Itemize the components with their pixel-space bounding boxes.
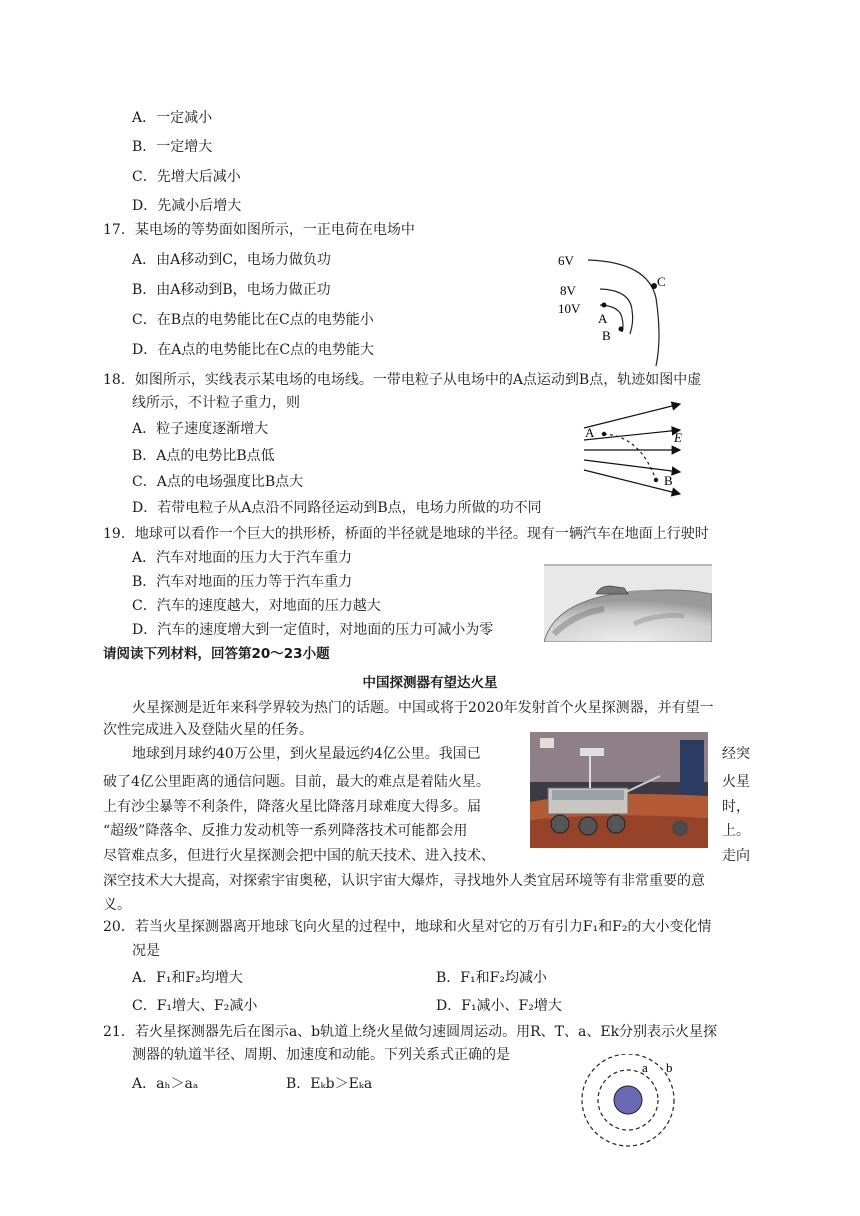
q18-stem-line1: 18．如图所示，实线表示某电场的电场线。一带电粒子从电场中的A点运动到B点，轨迹如图中虚 xyxy=(103,372,702,388)
mars-rover-photo xyxy=(530,732,708,848)
q17-option-b: B．由A移动到B，电场力做正功 xyxy=(132,282,331,298)
q16-option-c: C．先增大后减小 xyxy=(132,169,241,185)
label-6v: 6V xyxy=(558,253,574,268)
material-p2-line2-right: 火星 xyxy=(722,774,750,790)
q18-stem-line2: 线所示，不计粒子重力，则 xyxy=(132,395,300,411)
material-p2-line1-right: 经突 xyxy=(722,746,750,762)
material-p2-line3-left: 上有沙尘暴等不利条件，降落火星比降落月球难度大得多。届 xyxy=(103,799,481,815)
q20-option-d: D．F₁减小、F₂增大 xyxy=(436,998,562,1014)
label-8v: 8V xyxy=(560,283,576,298)
q17-option-a: A．由A移动到C，电场力做负功 xyxy=(132,252,331,268)
material-p2-line2-left: 破了4亿公里距离的通信问题。目前，最大的难点是着陆火星。 xyxy=(103,774,490,790)
label-a: A xyxy=(598,311,608,326)
label-a: A xyxy=(585,425,595,440)
material-instruction: 请阅读下列材料，回答第20～23小题 xyxy=(103,646,330,662)
material-p2-line7: 义。 xyxy=(103,897,131,913)
point-b-dot xyxy=(619,327,624,332)
label-b: b xyxy=(666,1060,673,1075)
q21-option-a: A．aₕ＞aₐ xyxy=(132,1076,199,1092)
label-a: a xyxy=(642,1060,648,1075)
q17-option-d: D．在A点的电势能比在C点的电势能大 xyxy=(132,342,375,358)
q21-stem-line2: 测器的轨道半径、周期、加速度和动能。下列关系式正确的是 xyxy=(132,1047,510,1063)
q21-stem-line1: 21．若火星探测器先后在图示a、b轨道上绕火星做匀速圆周运动。用R、T、a、Ek分别表示火星探 xyxy=(103,1024,718,1040)
material-p1-line2: 次性完成进入及登陆火星的任务。 xyxy=(103,722,313,738)
q18-option-c: C．A点的电场强度比B点大 xyxy=(132,474,304,490)
q20-option-a: A．F₁和F₂均增大 xyxy=(132,970,243,986)
label-b: B xyxy=(664,473,673,488)
material-p2-line4-left: “超级”降落伞、反推力发动机等一系列降落技术可能都会用 xyxy=(103,823,468,839)
material-p2-line5-left: 尽管难点多，但进行火星探测会把中国的航天技术、进入技术、 xyxy=(103,848,495,864)
q18-option-a: A．粒子速度逐渐增大 xyxy=(132,421,269,437)
q19-option-d: D．汽车的速度增大到一定值时，对地面的压力可减小为零 xyxy=(132,622,494,638)
material-p2-line3-right: 时， xyxy=(722,799,750,815)
label-e: E xyxy=(674,430,682,445)
q20-option-c: C．F₁增大、F₂减小 xyxy=(132,998,258,1014)
q17-equipotential-figure xyxy=(548,248,678,370)
earth-car-photo xyxy=(544,564,712,642)
q16-option-d: D．先减小后增大 xyxy=(132,198,242,214)
q17-stem: 17．某电场的等势面如图所示，一正电荷在电场中 xyxy=(103,222,415,238)
q16-option-b: B．一定增大 xyxy=(132,139,213,155)
material-p1-line1: 火星探测是近年来科学界较为热门的话题。中国或将于2020年发射首个火星探测器，并有望一 xyxy=(132,700,714,716)
q17-option-c: C．在B点的电势能比在C点的电势能小 xyxy=(132,312,374,328)
mars-planet xyxy=(614,1086,642,1114)
q19-option-c: C．汽车的速度越大，对地面的压力越大 xyxy=(132,598,381,614)
q19-option-b: B．汽车对地面的压力等于汽车重力 xyxy=(132,574,353,590)
q18-option-b: B．A点的电势比B点低 xyxy=(132,448,275,464)
material-p2-line1-left: 地球到月球约40万公里，到火星最远约4亿公里。我国已 xyxy=(132,746,481,762)
q20-stem-line1: 20．若当火星探测器离开地球飞向火星的过程中，地球和火星对它的万有引力F₁和F₂的大小变化情 xyxy=(103,919,712,935)
q20-option-b: B．F₁和F₂均减小 xyxy=(436,970,547,986)
q21-orbit-figure xyxy=(580,1054,680,1152)
label-b: B xyxy=(602,328,611,343)
q20-stem-line2: 况是 xyxy=(132,943,160,959)
label-c: C xyxy=(657,274,666,289)
material-p2-line6: 深空技术大大提高，对探索宇宙奥秘，认识宇宙大爆炸，寻找地外人类宜居环境等有非常重要的意 xyxy=(103,873,705,889)
q18-option-d: D．若带电粒子从A点沿不同路径运动到B点，电场力所做的功不同 xyxy=(132,500,542,516)
material-title: 中国探测器有望达火星 xyxy=(362,675,498,691)
q19-stem: 19．地球可以看作一个巨大的拱形桥，桥面的半径就是地球的半径。现有一辆汽车在地面上行驶时 xyxy=(103,526,709,542)
q18-field-line-figure xyxy=(580,396,690,498)
material-p2-line4-right: 上。 xyxy=(722,823,750,839)
q21-option-b: B．Eₖb＞Eₖa xyxy=(286,1076,373,1092)
material-p2-line5-right: 走向 xyxy=(722,848,750,864)
q19-option-a: A．汽车对地面的压力大于汽车重力 xyxy=(132,550,353,566)
q16-option-a: A．一定减小 xyxy=(132,110,213,126)
label-10v: 10V xyxy=(558,301,581,316)
point-a-dot xyxy=(602,303,607,308)
